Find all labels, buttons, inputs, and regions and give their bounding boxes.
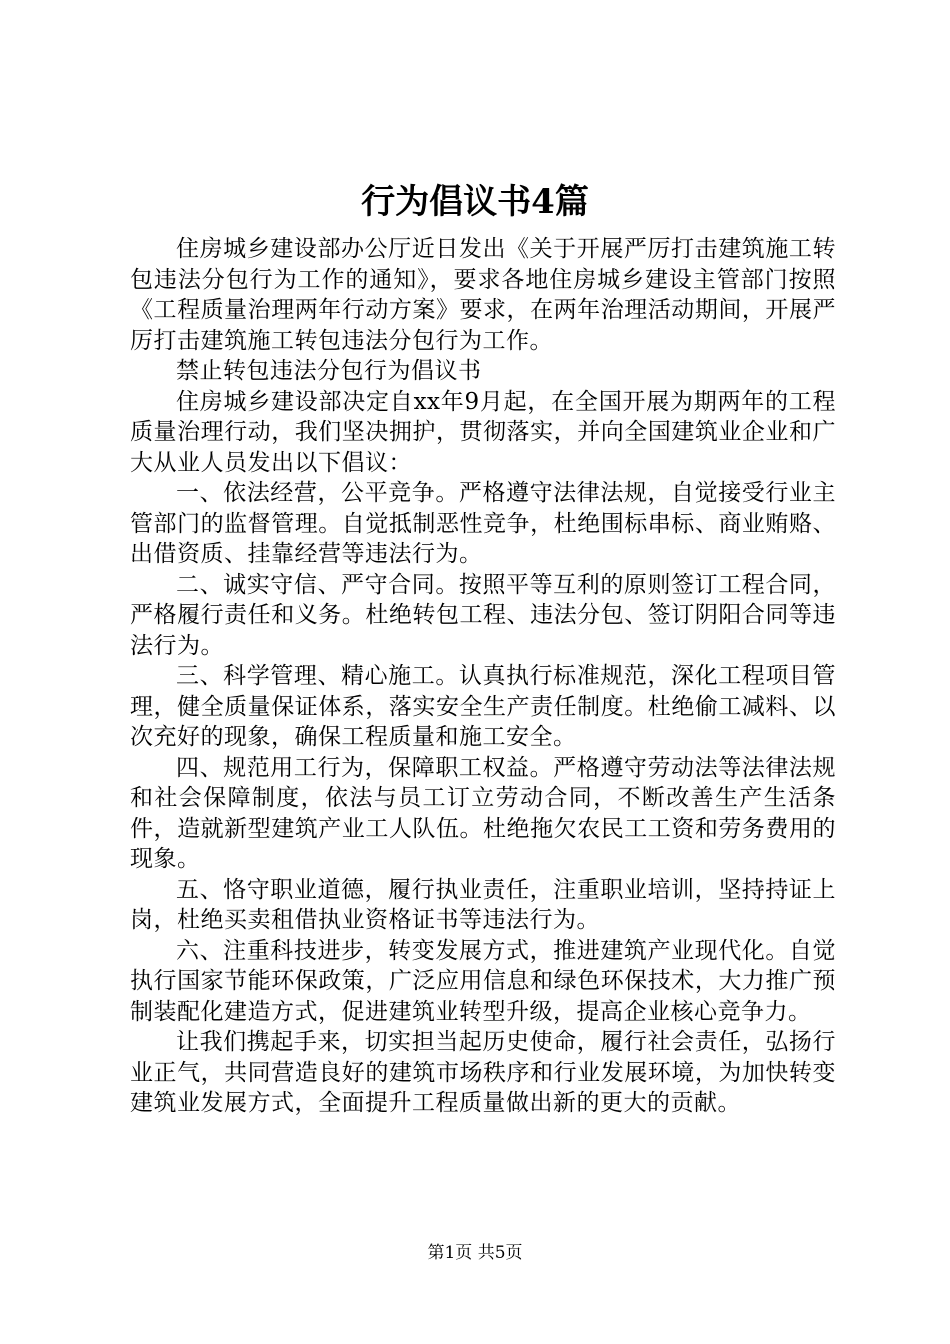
- paragraph-item-2: 二、诚实守信、严守合同。按照平等互利的原则签订工程合同，严格履行责任和义务。杜绝转包工程、违法分包、签订阴阳合同等违法行为。: [130, 571, 836, 659]
- paragraph-intro: 住房城乡建设部办公厅近日发出《关于开展严厉打击建筑施工转包违法分包行为工作的通知》，要求各地住房城乡建设主管部门按照《工程质量治理两年行动方案》要求，在两年治理活动期间，开展严厉打击建筑施工转包违法分包行为工作。: [130, 236, 836, 354]
- paragraph-item-6: 六、注重科技进步，转变发展方式，推进建筑产业现代化。自觉执行国家节能环保政策，广泛应用信息和绿色环保技术，大力推广预制装配化建造方式，促进建筑业转型升级，提高企业核心竞争力。: [130, 937, 836, 1025]
- paragraph-item-5: 五、恪守职业道德，履行执业责任，注重职业培训，坚持持证上岗，杜绝买卖租借执业资格证书等违法行为。: [130, 876, 836, 933]
- page-number-footer: 第1页 共5页: [427, 1243, 523, 1263]
- paragraph-item-4: 四、规范用工行为，保障职工权益。严格遵守劳动法等法律法规和社会保障制度，依法与员工订立劳动合同，不断改善生产生活条件，造就新型建筑产业工人队伍。杜绝拖欠农民工工资和劳务费用的现象。: [130, 754, 836, 872]
- paragraph-closing: 让我们携起手来，切实担当起历史使命，履行社会责任，弘扬行业正气，共同营造良好的建筑市场秩序和行业发展环境，为加快转变建筑业发展方式，全面提升工程质量做出新的更大的贡献。: [130, 1029, 836, 1116]
- paragraph-decision: 住房城乡建设部决定自xx年9月起，在全国开展为期两年的工程质量治理行动，我们坚决拥护，贯彻落实，并向全国建筑业企业和广大从业人员发出以下倡议：: [130, 388, 836, 476]
- paragraph-item-3: 三、科学管理、精心施工。认真执行标准规范，深化工程项目管理，健全质量保证体系，落实安全生产责任制度。杜绝偷工减料、以次充好的现象，确保工程质量和施工安全。: [130, 663, 836, 750]
- paragraph-subtitle: 禁止转包违法分包行为倡议书: [176, 358, 482, 384]
- document-title: 行为倡议书4篇: [361, 182, 589, 222]
- paragraph-item-1: 一、依法经营，公平竞争。严格遵守法律法规，自觉接受行业主管部门的监督管理。自觉抵制恶性竞争，杜绝围标串标、商业贿赂、出借资质、挂靠经营等违法行为。: [130, 480, 836, 567]
- document-body: [130, 234, 836, 1119]
